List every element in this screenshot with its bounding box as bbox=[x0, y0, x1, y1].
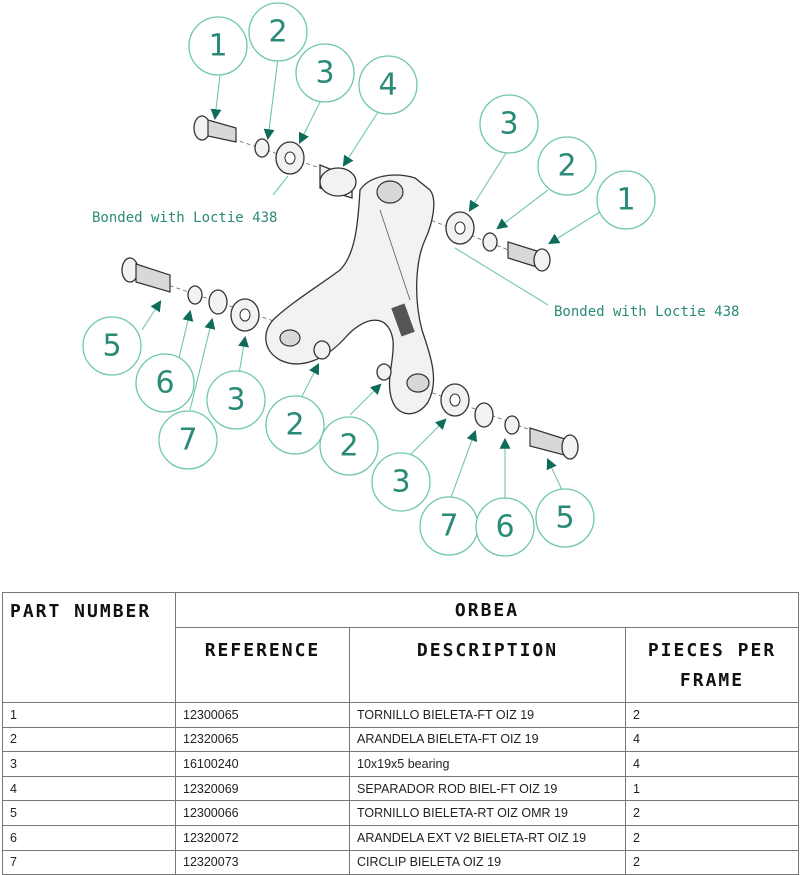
cell-pieces: 2 bbox=[626, 825, 799, 850]
svg-text:2: 2 bbox=[285, 407, 305, 443]
callout-3-top-right bbox=[480, 95, 538, 153]
callout-5-left bbox=[83, 317, 141, 375]
circlip-7-bottom bbox=[475, 403, 493, 427]
cell-description: ARANDELA EXT V2 BIELETA-RT OIZ 19 bbox=[350, 825, 626, 850]
cell-pieces: 2 bbox=[626, 801, 799, 826]
svg-text:1: 1 bbox=[208, 28, 228, 64]
cell-part: 5 bbox=[3, 801, 176, 826]
cell-reference: 12320072 bbox=[176, 825, 350, 850]
svg-text:3: 3 bbox=[315, 55, 335, 91]
washer-2-top-left bbox=[255, 139, 269, 157]
cell-part: 4 bbox=[3, 776, 176, 801]
svg-text:2: 2 bbox=[339, 428, 359, 464]
callout-5-right bbox=[536, 489, 594, 547]
svg-text:7: 7 bbox=[178, 422, 198, 458]
bolt-1-left bbox=[194, 116, 236, 142]
spacer-4 bbox=[320, 165, 356, 198]
cell-part: 3 bbox=[3, 752, 176, 777]
table-row bbox=[3, 825, 799, 850]
circlip-7-left bbox=[209, 290, 227, 314]
svg-text:5: 5 bbox=[555, 500, 575, 536]
cell-pieces: 1 bbox=[626, 776, 799, 801]
svg-text:3: 3 bbox=[391, 464, 411, 500]
header-description: DESCRIPTION bbox=[350, 628, 626, 703]
table-row bbox=[3, 727, 799, 752]
callout-3-bottom bbox=[372, 453, 430, 511]
svg-text:2: 2 bbox=[557, 148, 577, 184]
cell-description: ARANDELA BIELETA-FT OIZ 19 bbox=[350, 727, 626, 752]
svg-text:1: 1 bbox=[616, 182, 636, 218]
header-reference: REFERENCE bbox=[176, 628, 350, 703]
cell-description: TORNILLO BIELETA-FT OIZ 19 bbox=[350, 703, 626, 728]
table-row bbox=[3, 703, 799, 728]
header-brand: ORBEA bbox=[176, 593, 799, 628]
bolt-5-right bbox=[530, 428, 578, 459]
callout-3-mid-left bbox=[207, 371, 265, 429]
cell-pieces: 4 bbox=[626, 752, 799, 777]
svg-text:3: 3 bbox=[226, 382, 246, 418]
cell-description: CIRCLIP BIELETA OIZ 19 bbox=[350, 850, 626, 875]
callout-2-top-right bbox=[538, 137, 596, 195]
cell-reference: 12300065 bbox=[176, 703, 350, 728]
washer-2-lower bbox=[377, 364, 391, 380]
bolt-5-left bbox=[122, 258, 170, 292]
washer-6-bottom bbox=[505, 416, 519, 434]
table-row bbox=[3, 801, 799, 826]
svg-text:2: 2 bbox=[268, 14, 288, 50]
cell-part: 7 bbox=[3, 850, 176, 875]
cell-part: 6 bbox=[3, 825, 176, 850]
table-row bbox=[3, 776, 799, 801]
cell-pieces: 2 bbox=[626, 850, 799, 875]
note-bonded-left: Bonded with Loctie 438 bbox=[92, 210, 278, 226]
svg-text:5: 5 bbox=[102, 328, 122, 364]
washer-2-top-right bbox=[483, 233, 497, 251]
cell-reference: 12320069 bbox=[176, 776, 350, 801]
parts-table bbox=[2, 592, 799, 875]
cell-pieces: 4 bbox=[626, 727, 799, 752]
cell-description: TORNILLO BIELETA-RT OIZ OMR 19 bbox=[350, 801, 626, 826]
cell-part: 2 bbox=[3, 727, 176, 752]
note-bonded-right: Bonded with Loctie 438 bbox=[554, 304, 740, 320]
svg-text:4: 4 bbox=[378, 67, 398, 103]
cell-reference: 12300066 bbox=[176, 801, 350, 826]
cell-description: SEPARADOR ROD BIEL-FT OIZ 19 bbox=[350, 776, 626, 801]
callout-2-lower bbox=[320, 417, 378, 475]
bearing-3-bottom bbox=[441, 384, 469, 416]
bearing-3-top-right bbox=[446, 212, 474, 244]
washer-2-mid bbox=[314, 341, 330, 359]
cell-reference: 16100240 bbox=[176, 752, 350, 777]
callout-3-top-left bbox=[296, 44, 354, 102]
callout-4 bbox=[359, 56, 417, 114]
callout-2-mid bbox=[266, 396, 324, 454]
callout-1-right bbox=[597, 171, 655, 229]
cell-pieces: 2 bbox=[626, 703, 799, 728]
svg-text:7: 7 bbox=[439, 508, 459, 544]
callout-6-left bbox=[136, 354, 194, 412]
bearing-3-mid-left bbox=[231, 299, 259, 331]
cell-part: 1 bbox=[3, 703, 176, 728]
callout-2-top-left bbox=[249, 3, 307, 61]
header-part-number: PART NUMBER bbox=[3, 593, 176, 703]
bearing-3-top-left bbox=[276, 142, 304, 174]
header-pieces-per-frame: PIECES PER FRAME bbox=[626, 628, 799, 703]
table-row bbox=[3, 752, 799, 777]
bolt-1-right bbox=[508, 242, 550, 271]
cell-reference: 12320065 bbox=[176, 727, 350, 752]
cell-reference: 12320073 bbox=[176, 850, 350, 875]
washer-6-left bbox=[188, 286, 202, 304]
link-body bbox=[266, 175, 434, 414]
svg-text:6: 6 bbox=[155, 365, 175, 401]
callout-7-left bbox=[159, 411, 217, 469]
callout-1-top-left bbox=[189, 17, 247, 75]
svg-text:3: 3 bbox=[499, 106, 519, 142]
svg-text:6: 6 bbox=[495, 509, 515, 545]
callout-7-bottom bbox=[420, 497, 478, 555]
cell-description: 10x19x5 bearing bbox=[350, 752, 626, 777]
callout-6-bottom bbox=[476, 498, 534, 556]
